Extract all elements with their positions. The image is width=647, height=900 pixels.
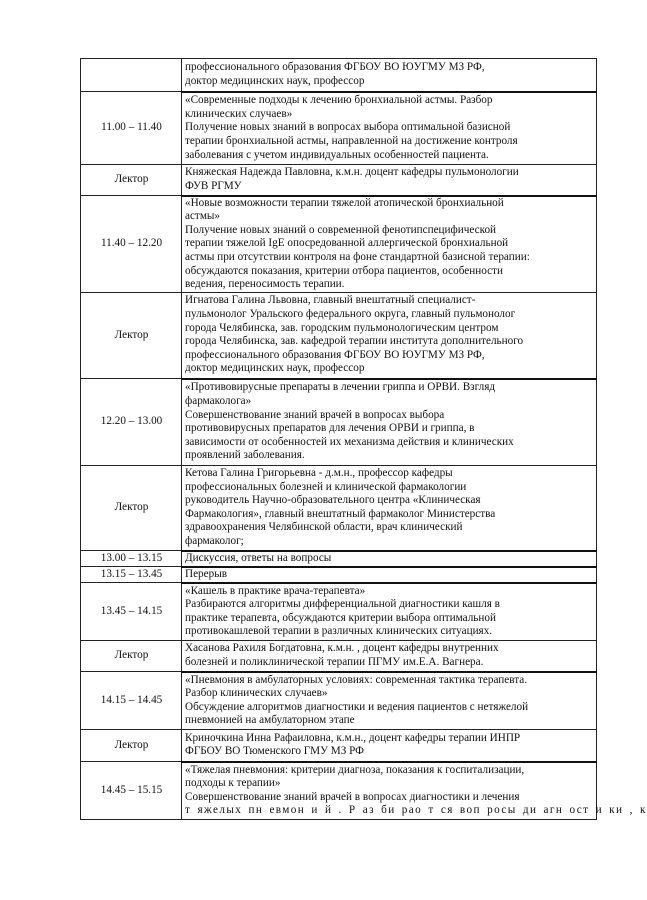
content-line: противокашлевой терапии в различных клинических ситуациях. — [185, 625, 493, 638]
content-line: ФУВ РГМУ — [185, 179, 242, 192]
content-line: обсуждаются показания, критерии отбора пациентов, особенности — [185, 264, 503, 277]
content-cell — [182, 196, 597, 293]
content-cell — [182, 59, 597, 92]
session-title-line: Разбор клинических случаев» — [185, 687, 328, 700]
time-cell — [81, 59, 182, 92]
lecturer-label: Лектор — [81, 293, 182, 379]
content-line: Криночкина Инна Рафаиловна, к.м.н., доцент кафедры терапии ИНПР — [185, 731, 521, 744]
content-line: Хасанова Рахиля Богдатовна, к.м.н. , доцент кафедры внутренних — [185, 642, 499, 655]
content-line: практике терапевта, обсуждаются критерии выбора оптимальной — [185, 611, 496, 624]
content-line: т яжелых пн евмон и й . Р аз би рао т ся воп росы ди агн ост и ки , к — [185, 804, 647, 817]
table-row — [81, 672, 597, 730]
content-line: терапии бронхиальной астмы, направленной на достижение контроля — [185, 135, 518, 148]
content-line: Кетова Галина Григорьевна - д.м.н., профессор кафедры — [185, 466, 453, 479]
content-line: противовирусных препаратов для лечения ОРВИ и гриппа, в — [185, 422, 475, 435]
lecturer-label: Лектор — [81, 730, 182, 762]
table-row — [81, 641, 597, 672]
time-cell: 11.00 – 11.40 — [81, 92, 182, 165]
table-row — [81, 379, 597, 466]
content-line: Получение новых знаний о современной фенотипспецифической — [185, 223, 497, 236]
content-line: ведения, переносимость терапии. — [185, 278, 345, 291]
content-line: доктор медицинских наук, профессор — [185, 74, 365, 87]
content-cell — [182, 379, 597, 466]
time-cell: 14.45 – 15.15 — [81, 762, 182, 820]
content-line: Фармакология», главный внештатный фармаколог Министерства — [185, 507, 496, 520]
session-title-line: астмы» — [185, 210, 221, 223]
table-row — [81, 583, 597, 641]
content-line: здравоохранения Челябинской области, врач клинический — [185, 521, 463, 534]
content-line: терапии тяжелой IgE опосредованной аллергической бронхиальной — [185, 237, 509, 250]
lecturer-label: Лектор — [81, 641, 182, 672]
table-row — [81, 293, 597, 379]
content-line: руководитель Научно-образовательного центра «Клиническая — [185, 494, 481, 507]
content-line: Перерыв — [185, 568, 227, 580]
content-line: города Челябинска, зав. городским пульмонологическим центром — [185, 321, 499, 334]
time-cell: 14.15 – 14.45 — [81, 672, 182, 730]
time-cell: 12.20 – 13.00 — [81, 379, 182, 466]
session-title-line: «Пневмония в амбулаторных условиях: современная тактика терапевта. — [185, 673, 528, 686]
table-row — [81, 567, 597, 583]
time-cell: 13.45 – 14.15 — [81, 583, 182, 641]
content-line: профессионального образования ФГБОУ ВО ЮУГМУ МЗ РФ, — [185, 61, 485, 74]
content-line: доктор медицинских наук, профессор — [185, 362, 365, 375]
table-row — [81, 762, 597, 820]
session-title-line: клинических случаев» — [185, 107, 293, 120]
content-line: Княжеская Надежда Павловна, к.м.н. доцент кафедры пульмонологии — [185, 166, 519, 179]
content-cell — [182, 672, 597, 730]
content-line: фармаколог; — [185, 534, 244, 547]
content-cell — [182, 730, 597, 762]
content-line: зависимости от особенностей их механизма действия и клинических — [185, 435, 514, 448]
session-title-line: «Новые возможности терапии тяжелой атопической бронхиальной — [185, 196, 504, 209]
content-line: Игнатова Галина Львовна, главный внештатный специалист- — [185, 294, 476, 307]
table-row — [81, 196, 597, 293]
content-line: ФГБОУ ВО Тюменского ГМУ МЗ РФ — [185, 745, 365, 758]
lecturer-label: Лектор — [81, 466, 182, 551]
session-title-line: подходы к терапии» — [185, 777, 281, 790]
content-cell — [182, 165, 597, 196]
content-line: болезней и поликлинической терапии ПГМУ им.Е.А. Вагнера. — [185, 655, 484, 668]
time-cell: 11.40 – 12.20 — [81, 196, 182, 293]
table-row — [81, 165, 597, 196]
table-row — [81, 730, 597, 762]
content-line: города Челябинска, зав. кафедрой терапии института дополнительного — [185, 335, 524, 348]
content-line: Получение новых знаний в вопросах выбора оптимальной базисной — [185, 121, 511, 134]
content-cell — [182, 583, 597, 641]
table-row — [81, 59, 597, 92]
content-cell — [182, 92, 597, 165]
time-cell: 13.00 – 13.15 — [81, 551, 182, 567]
session-title-line: «Современные подходы к лечению бронхиальной астмы. Разбор — [185, 94, 493, 107]
content-line: Обсуждение алгоритмов диагностики и ведения пациентов с нетяжелой — [185, 700, 529, 713]
content-line: заболевания с учетом индивидуальных особенностей пациента. — [185, 148, 489, 161]
content-line: астмы при отсутствии контроля на фоне стандартной базисной терапии: — [185, 251, 530, 264]
content-line: Дискуссия, ответы на вопросы — [185, 552, 332, 564]
content-line: Совершенствование знаний врачей в вопросах выбора — [185, 408, 445, 421]
session-title-line: «Тяжелая пневмония: критерии диагноза, показания к госпитализации, — [185, 763, 525, 776]
session-title-line: фармаколога» — [185, 395, 252, 408]
content-cell — [182, 567, 597, 583]
content-line: профессионального образования ФГБОУ ВО ЮУГМУ МЗ РФ, — [185, 348, 485, 361]
content-line: проявлений заболевания. — [185, 449, 305, 462]
content-cell — [182, 641, 597, 672]
content-line: профессиональных болезней и клинической фармакологии — [185, 480, 467, 493]
session-title-line: «Противовирусные препараты в лечении гриппа и ОРВИ. Взгляд — [185, 381, 496, 394]
content-line: Совершенствование знаний врачей в вопросах диагностики и лечения — [185, 790, 520, 803]
content-cell — [182, 762, 647, 820]
session-title-line: «Кашель в практике врача-терапевта» — [185, 584, 366, 597]
content-line: пульмонолог Уральского федерального округа, главный пульмонолог — [185, 308, 516, 321]
program-schedule-table — [80, 58, 647, 820]
content-line: Разбираются алгоритмы дифференциальной диагностики кашля в — [185, 598, 500, 611]
table-row — [81, 92, 597, 165]
content-cell — [182, 466, 597, 551]
content-cell — [182, 551, 597, 567]
content-line: пневмонией на амбулаторном этапе — [185, 714, 355, 727]
content-cell — [182, 293, 597, 379]
table-row — [81, 551, 597, 567]
lecturer-label: Лектор — [81, 165, 182, 196]
time-cell: 13.15 – 13.45 — [81, 567, 182, 583]
table-row — [81, 466, 597, 551]
